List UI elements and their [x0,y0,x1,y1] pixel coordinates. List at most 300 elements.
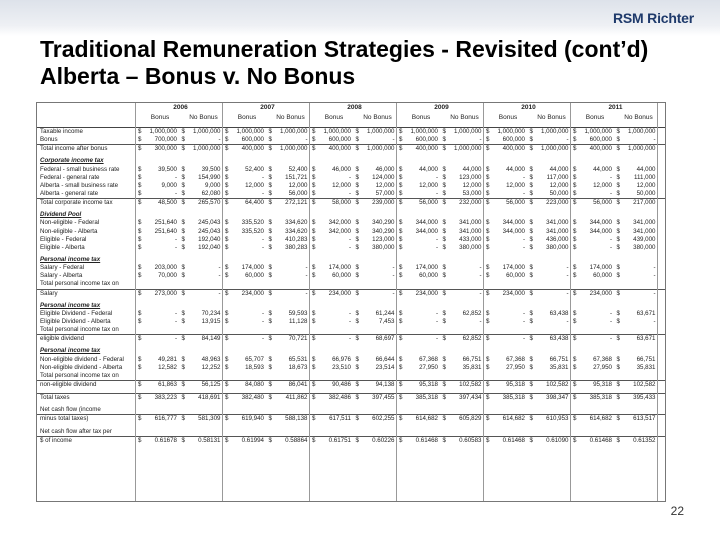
grid-line [570,103,571,501]
currency-symbol: $ [268,136,272,144]
table-cell: - [566,272,569,280]
table-cell: - [174,235,177,243]
currency-symbol: $ [573,145,577,153]
table-cell: 39,500 [201,165,221,173]
table-cell: 0.61751 [328,436,351,444]
currency-symbol: $ [573,355,577,363]
table-cell: 57,000 [375,189,395,197]
table-cell: - [174,335,177,343]
table-cell: 44,000 [419,165,438,173]
table-cell: - [435,243,438,251]
table-cell: 67,368 [419,355,438,363]
currency-symbol: $ [573,227,577,235]
table-cell: 56,000 [419,199,438,207]
table-cell: 0.58131 [198,436,221,444]
table-cell: 400,000 [415,145,438,153]
table-cell: 380,000 [372,243,395,251]
currency-symbol: $ [529,145,533,153]
row-label: Bonus [40,136,58,144]
table-cell: 614,682 [502,415,525,423]
column-header: No Bonus [189,114,218,121]
table-cell: 46,000 [375,165,395,173]
currency-symbol: $ [225,128,229,135]
row-label: Non-eligible dividend - Federal [40,355,124,363]
table-cell: - [305,272,308,280]
row-label: Eligible Dividend - Federal [40,309,113,317]
currency-symbol: $ [268,243,272,251]
table-cell: 382,486 [328,394,351,402]
row-label: Net cash flow (income [40,406,101,414]
table-cell: 1,000,000 [279,145,308,153]
row-label: Total income after bonus [40,145,108,153]
table-cell: - [261,235,264,243]
company-logo: RSM Richter [612,10,694,26]
table-cell: 12,582 [158,363,177,371]
currency-symbol: $ [312,235,316,243]
currency-symbol: $ [355,309,359,317]
table-cell: 251,640 [154,219,177,227]
table-cell: 123,000 [459,173,482,181]
table-cell: 174,000 [589,264,612,272]
table-cell: 342,000 [328,219,351,227]
row-label: Corporate income tax [40,157,104,165]
row-label: minus total taxes) [40,415,89,423]
grid-line [483,103,484,501]
currency-symbol: $ [486,335,490,343]
table-cell: 344,000 [415,227,438,235]
currency-symbol: $ [486,289,490,297]
currency-symbol: $ [529,289,533,297]
currency-symbol: $ [529,219,533,227]
table-cell: - [348,317,351,325]
currency-symbol: $ [486,243,490,251]
row-label: Alberta - general rate [40,189,99,197]
table-cell: - [653,264,656,272]
currency-symbol: $ [573,272,577,280]
currency-symbol: $ [181,173,185,181]
currency-symbol: $ [399,309,403,317]
currency-symbol: $ [312,199,316,207]
table-cell: 341,000 [546,227,569,235]
table-cell: 65,707 [245,355,264,363]
currency-symbol: $ [399,436,403,444]
currency-symbol: $ [268,355,272,363]
currency-symbol: $ [399,243,403,251]
table-cell: 605,829 [459,415,482,423]
currency-symbol: $ [268,128,272,135]
table-cell: 192,040 [198,243,221,251]
table-cell: 380,000 [633,243,656,251]
table-cell: 95,318 [593,380,612,388]
table-cell: 70,234 [201,309,221,317]
currency-symbol: $ [268,394,272,402]
currency-symbol: $ [225,227,229,235]
table-cell: - [522,317,525,325]
table-cell: 56,000 [593,199,612,207]
currency-symbol: $ [529,436,533,444]
currency-symbol: $ [399,317,403,325]
table-cell: - [653,272,656,280]
currency-symbol: $ [138,436,142,444]
currency-symbol: $ [312,145,316,153]
table-cell: 223,000 [546,199,569,207]
table-cell: 174,000 [241,264,264,272]
currency-symbol: $ [529,394,533,402]
table-cell: - [348,173,351,181]
currency-symbol: $ [138,243,142,251]
currency-symbol: $ [138,145,142,153]
table-cell: 400,000 [328,145,351,153]
table-cell: - [435,335,438,343]
table-cell: 341,000 [633,219,656,227]
currency-symbol: $ [312,243,316,251]
currency-symbol: $ [355,235,359,243]
currency-symbol: $ [225,309,229,317]
table-cell: 433,000 [459,235,482,243]
table-cell: 23,514 [375,363,395,371]
table-cell: 400,000 [241,145,264,153]
currency-symbol: $ [399,219,403,227]
currency-symbol: $ [312,173,316,181]
currency-symbol: $ [355,243,359,251]
table-cell: 397,434 [459,394,482,402]
table-cell: - [348,335,351,343]
currency-symbol: $ [355,317,359,325]
column-header: Bonus [498,114,518,121]
table-cell: - [261,335,264,343]
table-cell: - [392,136,395,144]
table-cell: 39,500 [158,165,177,173]
table-cell: 12,000 [245,181,264,189]
table-cell: 1,000,000 [627,145,656,153]
currency-symbol: $ [225,380,229,388]
currency-symbol: $ [181,335,185,343]
table-cell: 600,000 [415,136,438,144]
currency-symbol: $ [355,415,359,423]
currency-symbol: $ [225,363,229,371]
table-cell: 60,000 [419,272,438,280]
currency-symbol: $ [616,436,620,444]
currency-symbol: $ [399,145,403,153]
table-cell: 52,400 [245,165,264,173]
currency-symbol: $ [268,165,272,173]
spreadsheet-table [36,102,666,502]
table-cell: - [566,136,569,144]
table-cell: 61,244 [375,309,395,317]
table-cell: - [174,317,177,325]
table-cell: - [218,289,221,297]
table-cell: 1,000,000 [497,128,525,135]
table-cell: 1,000,000 [627,128,656,135]
table-cell: 66,644 [375,355,395,363]
table-cell: - [305,136,308,144]
table-cell: 383,223 [154,394,177,402]
currency-symbol: $ [355,181,359,189]
table-cell: 617,511 [329,415,351,423]
currency-symbol: $ [312,415,316,423]
grid-line [657,103,658,501]
currency-symbol: $ [573,136,577,144]
currency-symbol: $ [486,235,490,243]
currency-symbol: $ [225,181,229,189]
currency-symbol: $ [138,272,142,280]
table-cell: 335,520 [241,227,264,235]
currency-symbol: $ [616,309,620,317]
currency-symbol: $ [399,227,403,235]
currency-symbol: $ [312,136,316,144]
table-cell: 60,000 [506,272,525,280]
currency-symbol: $ [181,436,185,444]
table-cell: 62,080 [201,189,221,197]
table-cell: - [479,317,482,325]
currency-symbol: $ [312,380,316,388]
grid-line [222,103,223,501]
table-cell: - [392,264,395,272]
table-cell: 436,000 [546,235,569,243]
currency-symbol: $ [225,264,229,272]
currency-symbol: $ [529,227,533,235]
table-cell: 46,000 [332,165,351,173]
table-cell: 700,000 [154,136,177,144]
table-cell: 52,400 [288,165,308,173]
table-cell: - [261,173,264,181]
table-cell: 62,852 [462,309,482,317]
table-cell: 12,000 [462,181,482,189]
table-cell: 44,000 [549,165,569,173]
table-cell: 44,000 [636,165,656,173]
table-cell: 0.61468 [589,436,612,444]
currency-symbol: $ [486,436,490,444]
currency-symbol: $ [181,165,185,173]
currency-symbol: $ [616,235,620,243]
currency-symbol: $ [355,136,359,144]
row-label: Salary - Federal [40,264,85,272]
slide-title [40,36,700,90]
currency-symbol: $ [312,317,316,325]
table-cell: - [609,335,612,343]
table-cell: - [218,264,221,272]
currency-symbol: $ [486,189,490,197]
table-cell: 0.61994 [241,436,264,444]
currency-symbol: $ [138,363,142,371]
currency-symbol: $ [399,235,403,243]
row-label: Salary - Alberta [40,272,83,280]
currency-symbol: $ [442,436,446,444]
currency-symbol: $ [181,227,185,235]
currency-symbol: $ [486,128,490,135]
currency-symbol: $ [399,165,403,173]
table-cell: - [348,309,351,317]
currency-symbol: $ [138,264,142,272]
column-header: No Bonus [450,114,479,121]
table-cell: 614,682 [415,415,438,423]
table-cell: 63,671 [636,309,656,317]
column-header: Bonus [324,114,344,121]
currency-symbol: $ [573,165,577,173]
currency-symbol: $ [312,355,316,363]
table-cell: 619,940 [241,415,264,423]
table-cell: 251,640 [154,227,177,235]
table-cell: 192,040 [198,235,221,243]
table-cell: - [609,243,612,251]
currency-symbol: $ [442,264,446,272]
currency-symbol: $ [225,415,229,423]
currency-symbol: $ [442,363,446,371]
table-cell: 1,000,000 [540,128,569,135]
row-label: Non-eligible - Federal [40,219,100,227]
currency-symbol: $ [529,380,533,388]
table-cell: 232,000 [459,199,482,207]
currency-symbol: $ [225,173,229,181]
table-cell: 63,438 [549,335,569,343]
currency-symbol: $ [312,189,316,197]
grid-line [135,103,136,501]
currency-symbol: $ [442,173,446,181]
currency-symbol: $ [442,136,446,144]
table-cell: 12,000 [549,181,569,189]
currency-symbol: $ [312,335,316,343]
currency-symbol: $ [616,394,620,402]
table-cell: 123,000 [372,235,395,243]
table-cell: 265,570 [198,199,221,207]
table-cell: 0.60226 [372,436,395,444]
currency-symbol: $ [399,199,403,207]
table-cell: 60,000 [332,272,351,280]
table-cell: 174,000 [502,264,525,272]
currency-symbol: $ [616,380,620,388]
row-label: Eligible - Alberta [40,243,85,251]
currency-symbol: $ [138,219,142,227]
title-subline: Alberta – Bonus v. No Bonus [40,63,356,89]
table-cell: - [479,264,482,272]
row-label: Eligible - Federal [40,235,87,243]
currency-symbol: $ [399,355,403,363]
currency-symbol: $ [399,394,403,402]
currency-symbol: $ [486,394,490,402]
currency-symbol: $ [486,309,490,317]
currency-symbol: $ [268,436,272,444]
currency-symbol: $ [138,235,142,243]
currency-symbol: $ [312,436,316,444]
table-cell: 411,862 [285,394,308,402]
table-cell: 124,000 [372,173,395,181]
currency-symbol: $ [181,272,185,280]
grid-line [309,103,310,501]
currency-symbol: $ [616,335,620,343]
currency-symbol: $ [616,136,620,144]
currency-symbol: $ [399,264,403,272]
currency-symbol: $ [442,181,446,189]
table-cell: - [566,289,569,297]
currency-symbol: $ [616,363,620,371]
table-cell: - [653,317,656,325]
currency-symbol: $ [442,309,446,317]
table-cell: 340,290 [372,219,395,227]
currency-symbol: $ [616,317,620,325]
currency-symbol: $ [529,272,533,280]
table-cell: 334,620 [285,227,308,235]
table-cell: 1,000,000 [192,128,221,135]
currency-symbol: $ [399,173,403,181]
currency-symbol: $ [573,235,577,243]
currency-symbol: $ [312,165,316,173]
currency-symbol: $ [268,380,272,388]
table-cell: 1,000,000 [279,128,308,135]
table-cell: 174,000 [415,264,438,272]
row-label: Alberta - small business rate [40,181,119,189]
currency-symbol: $ [225,243,229,251]
currency-symbol: $ [573,189,577,197]
year-header: 2006 [173,104,188,111]
currency-symbol: $ [312,272,316,280]
table-cell: 48,963 [201,355,221,363]
table-cell: 70,000 [158,272,177,280]
currency-symbol: $ [138,165,142,173]
currency-symbol: $ [355,219,359,227]
table-cell: - [435,309,438,317]
table-cell: 380,000 [459,243,482,251]
table-cell: 90,486 [332,380,351,388]
currency-symbol: $ [616,264,620,272]
currency-symbol: $ [355,165,359,173]
currency-symbol: $ [181,189,185,197]
table-cell: 272,121 [285,199,308,207]
currency-symbol: $ [573,243,577,251]
table-cell: - [653,136,656,144]
table-cell: - [522,335,525,343]
table-cell: - [218,272,221,280]
table-cell: 44,000 [462,165,482,173]
currency-symbol: $ [138,189,142,197]
currency-symbol: $ [138,227,142,235]
table-cell: 400,000 [589,145,612,153]
currency-symbol: $ [312,264,316,272]
table-cell: 66,751 [636,355,656,363]
currency-symbol: $ [181,145,185,153]
table-cell: 217,000 [633,199,656,207]
row-label: Total personal income tax on [40,326,119,334]
table-cell: 12,000 [593,181,612,189]
currency-symbol: $ [225,436,229,444]
table-cell: 234,000 [589,289,612,297]
currency-symbol: $ [442,128,446,135]
table-cell: 12,252 [201,363,221,371]
currency-symbol: $ [399,272,403,280]
currency-symbol: $ [442,272,446,280]
currency-symbol: $ [355,128,359,135]
table-cell: 95,318 [506,380,525,388]
table-cell: 12,000 [636,181,656,189]
currency-symbol: $ [138,355,142,363]
table-cell: 44,000 [593,165,612,173]
currency-symbol: $ [225,355,229,363]
table-cell: 60,000 [245,272,264,280]
table-cell: 344,000 [589,227,612,235]
currency-symbol: $ [181,289,185,297]
currency-symbol: $ [138,136,142,144]
currency-symbol: $ [616,219,620,227]
currency-symbol: $ [442,227,446,235]
column-header: Bonus [150,114,170,121]
table-cell: 12,000 [506,181,525,189]
currency-symbol: $ [486,173,490,181]
table-cell: - [522,243,525,251]
currency-symbol: $ [573,289,577,297]
currency-symbol: $ [399,189,403,197]
row-label: Net cash flow after tax per [40,427,112,435]
table-cell: 245,043 [198,219,221,227]
table-cell: - [522,189,525,197]
